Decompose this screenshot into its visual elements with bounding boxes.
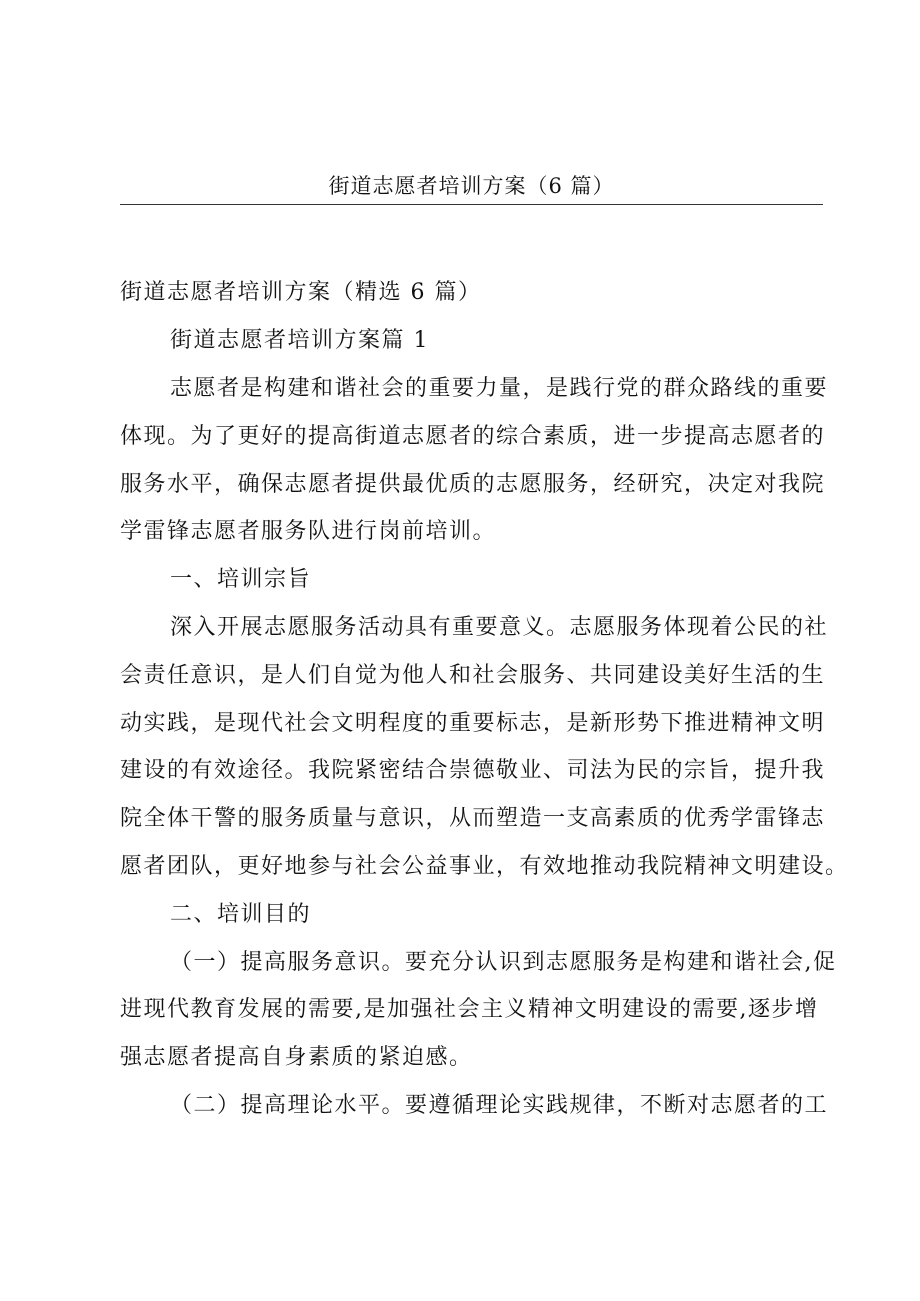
text-line: 学雷锋志愿者服务队进行岗前培训。 [120,519,497,545]
text-line: 体现。为了更好的提高街道志愿者的综合素质，进一步提高志愿者的 [120,423,826,449]
document-subtitle: 街道志愿者培训方案（精选 6 篇） [120,280,482,305]
text-line: 会责任意识，是人们自觉为他人和社会服务、共同建设美好生活的生 [120,662,826,688]
text-line: 深入开展志愿服务活动具有重要意义。志愿服务体现着公民的社 [170,615,829,640]
text-line: 建设的有效途径。我院紧密结合崇德敬业、司法为民的宗旨，提升我 [120,758,826,784]
text-line: 服务水平，确保志愿者提供最优质的志愿服务，经研究，决定对我院 [120,471,826,497]
text-line: （一）提高服务意识。要充分认识到志愿服务是构建和谐社会,促 [170,949,837,975]
text-line: 院全体干警的服务质量与意识，从而塑造一支高素质的优秀学雷锋志 [120,806,826,832]
text-line: 一、培训宗旨 [170,567,312,593]
text-line: 志愿者是构建和谐社会的重要力量，是践行党的群众路线的重要 [170,376,829,401]
text-line: （二）提高理论水平。要遵循理论实践规律，不断对志愿者的工 [170,1093,829,1118]
text-line: 进现代教育发展的需要,是加强社会主义精神文明建设的需要,逐步增 [120,997,819,1023]
text-line: 强志愿者提高自身素质的紧迫感。 [120,1045,473,1071]
text-line: 动实践，是现代社会文明程度的重要标志，是新形势下推进精神文明 [120,710,826,736]
header-divider [120,204,823,205]
text-line: 二、培训目的 [170,901,312,927]
section-heading: 街道志愿者培训方案篇 1 [170,328,429,353]
page-header-title: 街道志愿者培训方案（6 篇） [328,174,615,198]
text-line: 愿者团队，更好地参与社会公益事业，有效地推动我院精神文明建设。 [120,854,849,879]
